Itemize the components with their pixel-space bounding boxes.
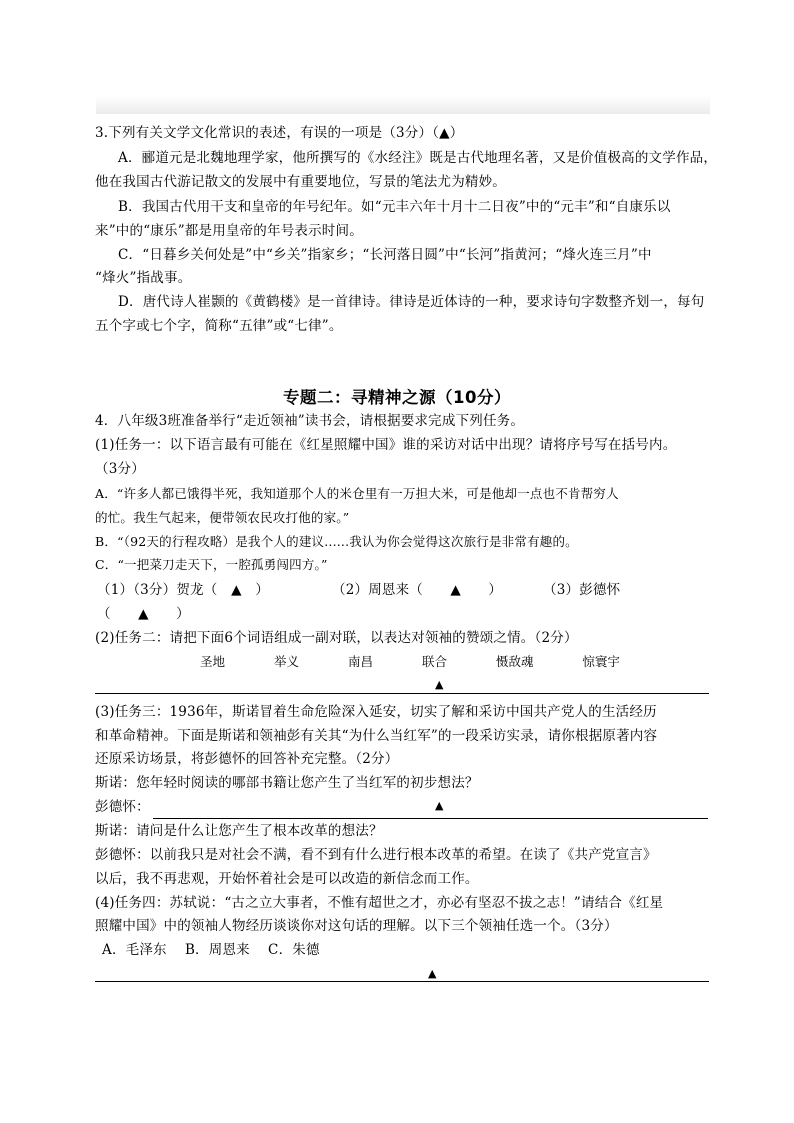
leader-options: A．毛泽东 B．周恩来 C．朱德 (102, 942, 320, 958)
task3-prompt-end: 还原采访场景，将彭德怀的回答补充完整。（2分） (95, 751, 399, 767)
peng-answer-2-cont: 以后，我不再悲观，开始怀着社会是可以改造的新信念而工作。 (95, 871, 479, 887)
q3-option-b: B．我国古代用干支和皇帝的年号纪年。如“元丰六年十月十二日夜”中的“元丰”和“自康乐以 (118, 199, 671, 215)
peng-answer-label: 彭德怀： (95, 799, 150, 815)
quote-a: A．“许多人都已饿得半死，我知道那个人的米仓里有一万担大米，可是他却一点也不肯帮穷人 (95, 486, 619, 501)
q3-option-b-cont: 来”中的“康乐”都是用皇帝的年号表示时间。 (95, 223, 363, 239)
peng-answer-2: 彭德怀：以前我只是对社会不满，看不到有什么进行根本改革的希望。在读了《共产党宣言》 (95, 847, 657, 863)
word-item: 联合 (421, 654, 447, 669)
word-item: 南昌 (347, 654, 373, 669)
q3-option-a-cont: 他在我国古代游记散文的发展中有重要地位，写景的笔法尤为精妙。 (95, 174, 506, 190)
word-item: 惊寰宇 (582, 654, 620, 669)
q3-option-a: A．郦道元是北魏地理学家，他所撰写的《水经注》既是古代地理名著，又是价值极高的文学作品， (118, 150, 718, 166)
q3-stem: 3.下列有关文学文化常识的表述，有误的一项是（3分）（▲） (95, 125, 464, 141)
quote-a-cont: 的忙。我生气起来，便带领农民攻打他的家。” (95, 510, 350, 525)
task1-prompt: (1)任务一：以下语言最有可能在《红星照耀中国》谁的采访对话中出现？请将序号写在括号内。 (95, 437, 677, 453)
answer-peng-dehuai-blank[interactable]: （ ▲ ） (97, 606, 190, 622)
q4-intro: 4．八年级3班准备举行“走近领袖”读书会，请根据要求完成下列任务。 (95, 413, 525, 429)
word-item: 圣地 (200, 654, 226, 669)
task1-points: （3分） (95, 461, 145, 477)
snow-question-1: 斯诺：您年轻时阅读的哪部书籍让您产生了当红军的初步想法？ (95, 775, 479, 791)
task3-prompt: (3)任务三：1936年，斯诺冒着生命危险深入延安，切实了解和采访中国共产党人的生活经历 (95, 704, 657, 720)
answer-marker: ▲ (435, 799, 444, 812)
answer-zhou-enlai[interactable]: （2）周恩来（ ▲ ） (332, 582, 503, 598)
task3-prompt-cont: 和革命精神。下面是斯诺和领袖彭有关其“为什么当红军”的一段采访实录，请你根据原著内容 (95, 728, 658, 744)
answer-peng-dehuai: （3）彭德怀 (543, 582, 621, 598)
task2-prompt: (2)任务二：请把下面6个词语组成一副对联，以表达对领袖的赞颂之情。（2分） (95, 630, 578, 646)
answer-marker: ▲ (435, 678, 444, 691)
q3-option-c: C．“日暮乡关何处是”中“乡关”指家乡；“长河落日圆”中“长河”指黄河；“烽火连三月”中 (118, 247, 652, 263)
answer-marker: ▲ (428, 967, 437, 980)
word-item: 举义 (273, 654, 299, 669)
task2-answer-line[interactable] (95, 693, 709, 694)
quote-c: C．“一把菜刀走天下，一腔孤勇闯四方。” (95, 557, 328, 572)
q3-option-d: D．唐代诗人崔颢的《黄鹤楼》是一首律诗。律诗是近体诗的一种，要求诗句字数整齐划一，每句 (118, 294, 705, 310)
q3-option-c-cont: “烽火”指战事。 (95, 270, 192, 286)
q3-option-d-cont: 五个字或七个字，简称“五律”或“七律”。 (95, 318, 343, 334)
word-item: 慑敌魂 (495, 654, 534, 669)
word-list (200, 652, 620, 670)
task4-prompt-cont: 照耀中国》中的领袖人物经历谈谈你对这句话的理解。以下三个领袖任选一个。（3分） (95, 918, 618, 934)
header-band (96, 96, 710, 114)
task4-prompt: (4)任务四：苏轼说：“古之立大事者，不惟有超世之才，亦必有坚忍不拔之志！”请结合《红星 (95, 895, 664, 911)
task4-answer-line[interactable] (95, 981, 709, 982)
quote-b: B．“（92天的行程攻略）是我个人的建议......我认为你会觉得这次旅行是非常有趣的。 (95, 534, 578, 549)
section-title: 专题二：寻精神之源（10分） (283, 388, 511, 407)
snow-question-2: 斯诺：请问是什么让您产生了根本改革的想法？ (95, 823, 383, 839)
answer-he-long[interactable]: （1）（3分）贺龙（ ▲ ） (97, 582, 270, 598)
